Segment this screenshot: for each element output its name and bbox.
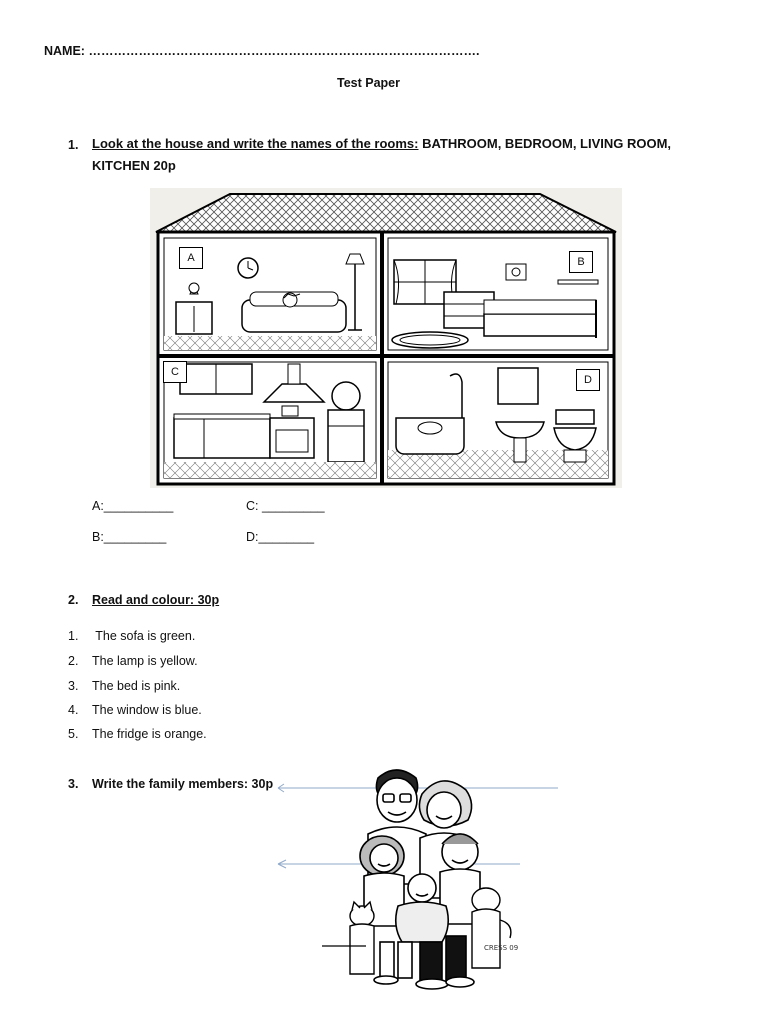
answer-b-field[interactable]: B:_________	[92, 530, 167, 544]
list-item: 1. The sofa is green.	[68, 629, 196, 643]
list-item: 3. The bed is pink.	[68, 679, 181, 693]
list-item: 2. The lamp is yellow.	[68, 654, 198, 668]
question-1-number: 1.	[68, 138, 79, 152]
question-1-room-list: BATHROOM, BEDROOM, LIVING ROOM,	[422, 136, 672, 151]
question-1-line2: KITCHEN 20p	[92, 158, 176, 173]
room-label-a: A	[179, 247, 203, 269]
legs	[374, 936, 474, 989]
family-illustration	[270, 764, 560, 994]
answer-d-field[interactable]: D:________	[246, 530, 315, 544]
question-1-text	[92, 136, 671, 151]
room-label-b: B	[569, 251, 593, 273]
cat-figure	[350, 902, 374, 974]
room-label-d: D	[576, 369, 600, 391]
question-3-title: Write the family members: 30p	[92, 777, 274, 791]
page-title: Test Paper	[337, 76, 400, 90]
room-label-c: C	[163, 361, 187, 383]
list-item: 4. The window is blue.	[68, 703, 202, 717]
roof	[156, 194, 616, 232]
illustrator-signature: CRESS 09	[484, 944, 519, 952]
house-illustration	[150, 188, 622, 488]
question-3-number: 3.	[68, 777, 79, 791]
answer-a-field[interactable]: A:__________	[92, 499, 174, 513]
answer-c-field[interactable]: C: _________	[246, 499, 325, 513]
name-field-label: NAME: ………………………………………………………………………………….	[44, 44, 480, 58]
list-item: 5. The fridge is orange.	[68, 727, 207, 741]
dog-figure	[472, 888, 511, 968]
question-2-number: 2.	[68, 593, 79, 607]
question-2-title: Read and colour: 30p	[92, 593, 220, 607]
kitchen-drawing	[164, 362, 376, 478]
question-1-instruction: Look at the house and write the names of the rooms:	[92, 136, 419, 151]
bathroom-drawing	[388, 362, 608, 478]
